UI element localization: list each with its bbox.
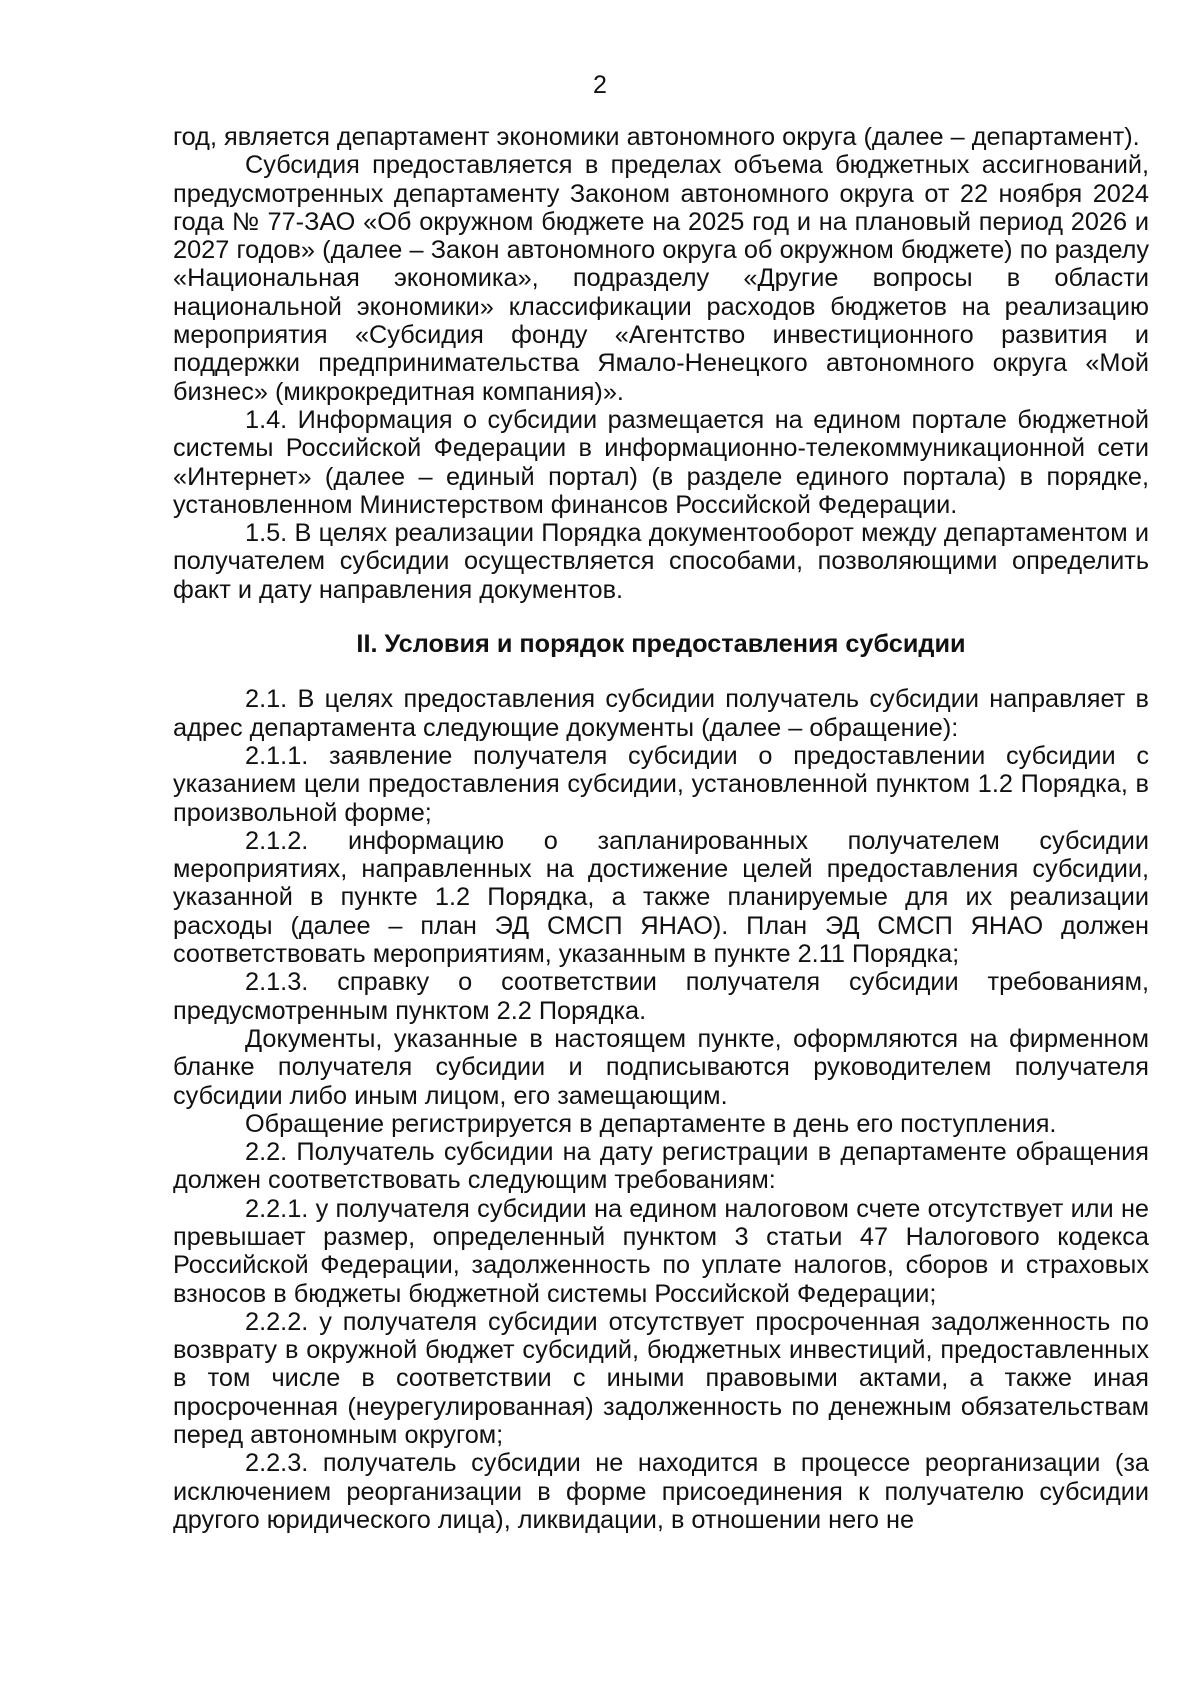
paragraph: 2.2. Получатель субсидии на дату регистрации в департаменте обращения должен соответствовать следующим требованиям: [173, 1138, 1149, 1195]
paragraph: 1.4. Информация о субсидии размещается на едином портале бюджетной системы Российской Федерации в информационно-телекоммуникационной сети «Интернет» (далее – единый портал) (в разделе единого портала) в порядке, установленном Министерством финансов Российской Федерации. [173, 405, 1149, 519]
paragraph: 2.2.3. получатель субсидии не находится в процессе реорганизации (за исключением реорганизации в форме присоединения к получателю субсидии другого юридического лица), ликвидации, в отношении него не [173, 1449, 1149, 1534]
document-body [173, 123, 1149, 1534]
page-number: 2 [593, 71, 607, 99]
paragraph: 2.1. В целях предоставления субсидии получатель субсидии направляет в адрес департамента следующие документы (далее – обращение): [173, 685, 1149, 742]
paragraph: 2.2.1. у получателя субсидии на едином налоговом счете отсутствует или не превышает размер, определенный пунктом 3 статьи 47 Налогового кодекса Российской Федерации, задолженность по уплате налогов, сборов и страховых взносов в бюджеты бюджетной системы Российской Федерации; [173, 1194, 1149, 1308]
paragraph: Документы, указанные в настоящем пункте, оформляются на фирменном бланке получателя субсидии и подписываются руководителем получателя субсидии либо иным лицом, его замещающим. [173, 1024, 1149, 1110]
paragraph: 2.1.3. справку о соответствии получателя субсидии требованиям, предусмотренным пунктом 2.2 Порядка. [173, 968, 1149, 1025]
paragraph: 2.1.1. заявление получателя субсидии о предоставлении субсидии с указанием цели предоставления субсидии, установленной пунктом 1.2 Порядка, в произвольной форме; [173, 741, 1149, 827]
paragraph: 2.1.2. информацию о запланированных получателем субсидии мероприятиях, направленных на достижение целей предоставления субсидии, указанной в пункте 1.2 Порядка, а также планируемые для их реализации расходы (далее – план ЭД СМСП ЯНАО). План ЭД СМСП ЯНАО должен соответствовать мероприятиям, указанным в пункте 2.11 Порядка; [173, 826, 1149, 969]
paragraph: Субсидия предоставляется в пределах объема бюджетных ассигнований, предусмотренных департаменту Законом автономного округа от 22 ноября 2024 года № 77-ЗАО «Об окружном бюджете на 2025 год и на плановый период 2026 и 2027 годов» (далее – Закон автономного округа об окружном бюджете) по разделу «Национальная экономика», подразделу «Другие вопросы в области национальной экономики» классификации расходов бюджетов на реализацию мероприятия «Субсидия фонду «Агентство инвестиционного развития и поддержки предпринимательства Ямало-Ненецкого автономного округа «Мой бизнес» (микрокредитная компания)». [173, 151, 1149, 406]
paragraph: 1.5. В целях реализации Порядка документооборот между департаментом и получателем субсидии осуществляется способами, позволяющими определить факт и дату направления документов. [173, 519, 1149, 604]
paragraph: Обращение регистрируется в департаменте в день его поступления. [245, 1109, 1057, 1138]
paragraph: 2.2.2. у получателя субсидии отсутствует просроченная задолженность по возврату в окружной бюджет субсидий, бюджетных инвестиций, предоставленных в том числе в соответствии с иными правовыми актами, а также иная просроченная (неурегулированная) задолженность по денежным обязательствам перед автономным округом; [173, 1307, 1149, 1450]
paragraph: год, является департамент экономики автономного округа (далее – департамент). [173, 123, 1140, 151]
section-heading: II. Условия и порядок предоставления субсидии [356, 630, 966, 659]
